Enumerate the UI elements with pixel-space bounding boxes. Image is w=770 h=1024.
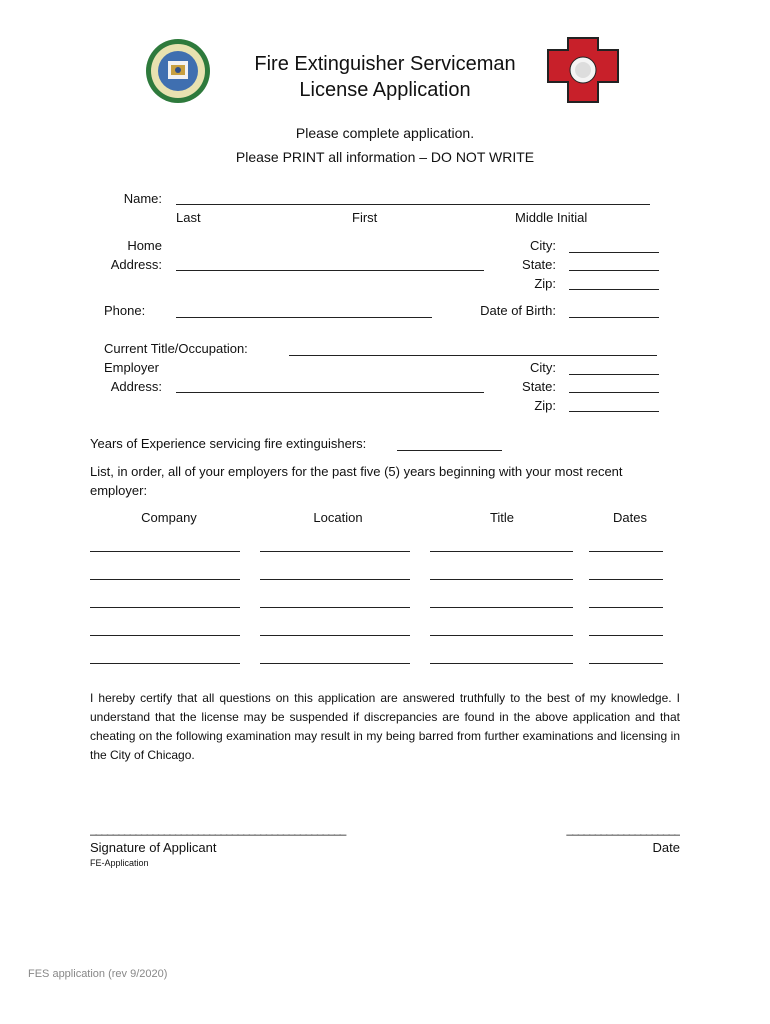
city-seal-logo bbox=[145, 38, 211, 104]
col-header-company: Company bbox=[141, 510, 197, 525]
company-field[interactable] bbox=[90, 579, 240, 580]
dates-field[interactable] bbox=[589, 635, 663, 636]
phone-label: Phone: bbox=[104, 303, 146, 318]
current-title-field[interactable] bbox=[289, 355, 657, 356]
employer-zip-field[interactable] bbox=[569, 411, 659, 412]
home-zip-label: Zip: bbox=[534, 276, 556, 291]
dates-field[interactable] bbox=[589, 607, 663, 608]
location-field[interactable] bbox=[260, 663, 410, 664]
title-field[interactable] bbox=[430, 607, 573, 608]
name-field[interactable] bbox=[176, 204, 650, 205]
date-line[interactable]: ____________________ bbox=[566, 822, 680, 836]
col-header-dates: Dates bbox=[613, 510, 647, 525]
form-title-line2: License Application bbox=[299, 79, 471, 101]
home-zip-field[interactable] bbox=[569, 289, 659, 290]
col-header-location: Location bbox=[313, 510, 363, 525]
title-field[interactable] bbox=[430, 579, 573, 580]
col-header-title: Title bbox=[489, 510, 515, 525]
company-field[interactable] bbox=[90, 551, 240, 552]
signature-label: Signature of Applicant bbox=[90, 840, 217, 855]
employer-label: Employer bbox=[104, 360, 159, 375]
employer-city-field[interactable] bbox=[569, 374, 659, 375]
home-city-label: City: bbox=[530, 238, 556, 253]
location-field[interactable] bbox=[260, 635, 410, 636]
company-field[interactable] bbox=[90, 635, 240, 636]
location-field[interactable] bbox=[260, 579, 410, 580]
name-sub-middle: Middle Initial bbox=[515, 210, 588, 225]
name-sub-first: First bbox=[352, 210, 378, 225]
employer-state-label: State: bbox=[522, 379, 556, 394]
home-address-field[interactable] bbox=[176, 270, 484, 271]
experience-field[interactable] bbox=[397, 450, 502, 451]
home-label: Home bbox=[127, 238, 162, 253]
employer-address-field[interactable] bbox=[176, 392, 484, 393]
phone-field[interactable] bbox=[176, 317, 432, 318]
employer-zip-label: Zip: bbox=[534, 398, 556, 413]
home-city-field[interactable] bbox=[569, 252, 659, 253]
home-state-field[interactable] bbox=[569, 270, 659, 271]
fire-department-badge-logo bbox=[546, 36, 620, 104]
dob-field[interactable] bbox=[569, 317, 659, 318]
company-field[interactable] bbox=[90, 607, 240, 608]
current-title-label: Current Title/Occupation: bbox=[104, 341, 248, 356]
instruction-complete: Please complete application. bbox=[295, 125, 475, 141]
dates-field[interactable] bbox=[589, 579, 663, 580]
home-state-label: State: bbox=[522, 257, 556, 272]
instruction-print: Please PRINT all information – DO NOT WRITE bbox=[235, 149, 535, 165]
name-label: Name: bbox=[123, 191, 162, 206]
signature-line[interactable]: _____________________________________________ bbox=[90, 822, 346, 836]
company-field[interactable] bbox=[90, 663, 240, 664]
location-field[interactable] bbox=[260, 607, 410, 608]
experience-label: Years of Experience servicing fire extinguishers: bbox=[90, 436, 367, 451]
form-title-line1: Fire Extinguisher Serviceman bbox=[254, 53, 516, 75]
employer-address-label: Address: bbox=[110, 379, 162, 394]
dates-field[interactable] bbox=[589, 551, 663, 552]
dates-field[interactable] bbox=[589, 663, 663, 664]
certification-paragraph: I hereby certify that all questions on this application are answered truthfully to the best of my knowledge. I understand that the license may be suspended if discrepancies are found in the above application and that cheating on the following examination may result in my being barred from further examinations and licensing in the City of Chicago. bbox=[90, 691, 680, 762]
footer-revision: FES application (rev 9/2020) bbox=[28, 968, 168, 980]
employer-state-field[interactable] bbox=[569, 392, 659, 393]
employer-city-label: City: bbox=[530, 360, 556, 375]
date-label: Date bbox=[652, 840, 680, 855]
dob-label: Date of Birth: bbox=[480, 303, 556, 318]
form-code: FE-Application bbox=[90, 858, 149, 868]
title-field[interactable] bbox=[430, 663, 573, 664]
employer-list-intro: List, in order, all of your employers for the past five (5) years beginning with your most recent employer: bbox=[90, 464, 623, 498]
title-field[interactable] bbox=[430, 635, 573, 636]
home-address-label: Address: bbox=[110, 257, 162, 272]
name-sub-last: Last bbox=[176, 210, 201, 225]
title-field[interactable] bbox=[430, 551, 573, 552]
location-field[interactable] bbox=[260, 551, 410, 552]
